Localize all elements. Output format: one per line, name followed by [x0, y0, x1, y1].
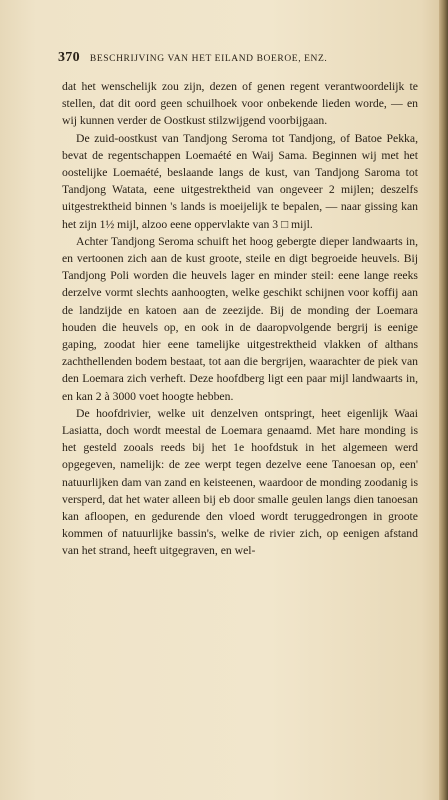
page-number: 370 [58, 50, 80, 65]
paragraph: De zuid-oostkust van Tandjong Seroma tot Tandjong, of Batoe Pekka, bevat de regentschappen Loemaété en Waij Sama. Beginnen wij met het oostelijke Loemaété, beslaande langs de kust, van Tandjong Saroma tot Tandjong Watata, eene uitgestrektheid van ongeveer 2 mijlen; deszelfs uitgestrektheid binnen 's lands is moeijelijk te bepalen, — naar gissing kan het zijn 1½ mijl, alzoo eene oppervlakte van 3 □ mijl. [62, 131, 418, 231]
page-edge [439, 0, 448, 800]
paragraph: Achter Tandjong Seroma schuift het hoog gebergte dieper landwaarts in, en vertoonen zich aan de kust groote, steile en digt begroeide heuvels. Bij Tandjong Poli worden die heuvels lager en minder steil: eene lange reeks derzelve vormt slechts aanhoogten, welke geschikt schijnen voor koffij aan de landzijde en katoen aan de zeezijde. Bij de monding der Loemara houden die heuvels op, en ook in de daaropvolgende bergrij is eenige gaping, zoodat hier eene tamelijke uitgestrektheid vlakken of althans zachthellenden bodem bestaat, tot aan die bergrijen, waarachter de piek van den Loemara zich verheft. Deze hoofdberg ligt een paar mijl landwaarts in, en kan 2 à 3000 voet hoogte hebben. [62, 234, 418, 403]
body-text [62, 78, 418, 560]
running-header [58, 50, 418, 66]
paragraph: De hoofdrivier, welke uit denzelven ontspringt, heet eigenlijk Waai Lasiatta, doch wordt meestal de Loemara genaamd. Met hare monding is het gesteld zooals reeds bij het 1e hoofdstuk in het algemeen werd opgegeven, namelijk: de zee werpt tegen dezelve eene Tanoesan op, een' natuurlijken dam van zand en keisteenen, waardoor de monding zoodanig is versperd, dat het water alleen bij eb door smalle geulen langs dien tanoesan kan afloopen, en gedurende den vloed wordt teruggedrongen in groote kommen of natuurlijke bassin's, welke de rivier zich, op eenigen afstand van het strand, heeft uitgegraven, en wel- [62, 406, 418, 558]
running-title: BESCHRIJVING VAN HET EILAND BOEROE, ENZ. [89, 54, 328, 64]
paragraph: dat het wenschelijk zou zijn, dezen of genen regent verantwoordelijk te stellen, dat dit oord geen schuilhoek voor onbekende lieden worde, — en wij kunnen verder de Oostkust stilzwijgend voorbijgaan. [62, 80, 418, 128]
